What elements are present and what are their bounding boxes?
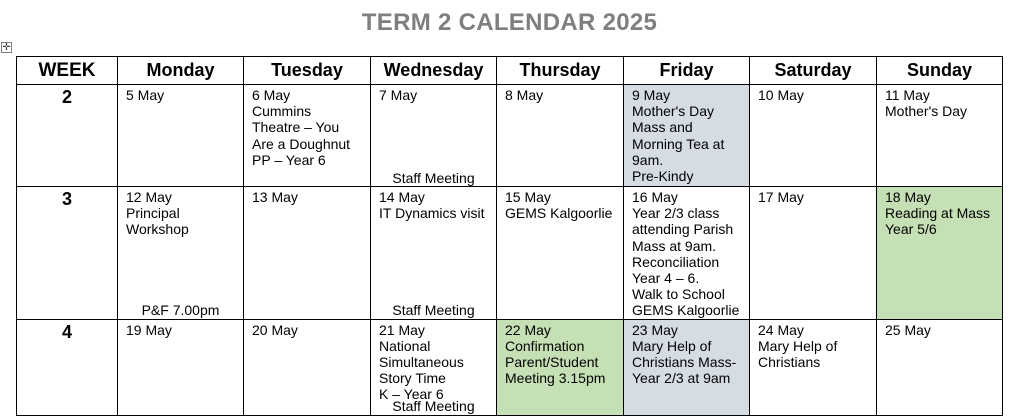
day-date: 8 May: [505, 87, 544, 103]
week-number: 4: [61, 321, 72, 342]
event-text: Workshop: [126, 221, 189, 238]
day-cell-monday[interactable]: [118, 187, 244, 320]
day-cell-saturday[interactable]: [750, 319, 877, 415]
event-text: Year 5/6: [885, 221, 937, 238]
day-cell-wednesday[interactable]: [371, 187, 497, 320]
day-date: 25 May: [885, 321, 931, 338]
event-text: 9am.: [632, 151, 664, 168]
event-note: P&F 7.00pm: [141, 302, 220, 319]
day-date: 12 May: [126, 189, 172, 205]
event-text: Confirmation: [505, 337, 585, 354]
day-date: 22 May: [505, 321, 551, 338]
header-row: [17, 57, 1003, 85]
event-text: Morning Tea at: [632, 135, 725, 152]
day-cell-friday[interactable]: [624, 187, 750, 320]
event-text: Mother's Day: [885, 103, 968, 120]
event-text: GEMS Kalgoorlie: [632, 302, 740, 319]
day-cell-monday[interactable]: [118, 85, 244, 187]
day-cell-tuesday[interactable]: [244, 85, 371, 187]
week-row: [17, 85, 1003, 187]
header-monday: Monday: [118, 57, 244, 85]
event-text: K – Year 6: [379, 386, 444, 403]
event-text: Simultaneous: [379, 354, 464, 371]
event-text: Mary Help of: [758, 337, 838, 354]
event-text: Mass and: [632, 119, 693, 136]
event-text: Reconciliation: [632, 253, 720, 270]
day-cell-thursday[interactable]: [497, 85, 624, 187]
day-cell-friday[interactable]: [624, 85, 750, 187]
day-date: 15 May: [505, 189, 551, 205]
day-date: 20 May: [252, 321, 298, 338]
day-cell-monday[interactable]: [118, 319, 244, 415]
day-cell-thursday[interactable]: [497, 319, 624, 415]
day-date: 18 May: [885, 189, 931, 205]
header-friday: Friday: [624, 57, 750, 85]
event-text: Walk to School: [632, 286, 725, 303]
day-date: 19 May: [126, 321, 172, 338]
event-text: Story Time: [379, 370, 446, 387]
day-date: 24 May: [758, 321, 804, 338]
event-text: Christians: [758, 354, 821, 371]
day-date: 16 May: [632, 189, 678, 205]
day-date: 10 May: [758, 87, 804, 103]
page-title: TERM 2 CALENDAR 2025: [361, 9, 658, 36]
event-note: Staff Meeting: [392, 302, 475, 319]
week-number: 2: [61, 87, 72, 107]
day-cell-wednesday[interactable]: [371, 319, 497, 415]
day-cell-thursday[interactable]: [497, 187, 624, 320]
week-row: [17, 319, 1003, 415]
event-text: IT Dynamics visit: [379, 205, 485, 222]
day-cell-sunday[interactable]: [877, 187, 1003, 320]
day-date: 17 May: [758, 189, 804, 205]
event-text: PP – Year 6: [252, 151, 326, 168]
header-thursday: Thursday: [497, 57, 624, 85]
event-text: Mass at 9am.: [632, 237, 717, 254]
event-text: Parent/Student: [505, 354, 599, 371]
day-date: 5 May: [126, 87, 165, 103]
day-cell-friday[interactable]: [624, 319, 750, 415]
day-cell-saturday[interactable]: [750, 187, 877, 320]
day-date: 9 May: [632, 87, 671, 103]
event-text: Year 2/3 at 9am: [632, 370, 731, 387]
day-date: 14 May: [379, 189, 425, 205]
event-text: Pre-Kindy: [632, 168, 694, 185]
header-tuesday: Tuesday: [244, 57, 371, 85]
day-cell-saturday[interactable]: [750, 85, 877, 187]
header-saturday: Saturday: [750, 57, 877, 85]
week-number-cell: [17, 85, 118, 187]
header-wednesday: Wednesday: [371, 57, 497, 85]
header-sunday: Sunday: [877, 57, 1003, 85]
day-cell-wednesday[interactable]: [371, 85, 497, 187]
calendar-table: [16, 56, 1003, 416]
event-text: Mother's Day: [632, 103, 715, 120]
day-date: 23 May: [632, 321, 678, 338]
week-number-cell: [17, 319, 118, 415]
day-date: 6 May: [252, 87, 291, 103]
day-date: 11 May: [885, 87, 930, 103]
event-text: Year 4 – 6.: [632, 270, 700, 287]
day-cell-tuesday[interactable]: [244, 187, 371, 320]
event-text: Theatre – You: [252, 119, 340, 136]
event-text: attending Parish: [632, 221, 734, 238]
event-note: Staff Meeting: [392, 169, 475, 186]
week-row: [17, 187, 1003, 320]
week-number-cell: [17, 187, 118, 320]
event-note: Staff Meeting: [392, 398, 475, 415]
event-text: Meeting 3.15pm: [505, 370, 606, 387]
week-number: 3: [61, 189, 72, 209]
header-week: WEEK: [17, 57, 118, 85]
event-text: GEMS Kalgoorlie: [505, 205, 613, 222]
day-cell-sunday[interactable]: [877, 85, 1003, 187]
event-text: Mary Help of: [632, 337, 712, 354]
day-cell-sunday[interactable]: [877, 319, 1003, 415]
move-icon[interactable]: ✛: [2, 42, 11, 53]
day-date: 21 May: [379, 321, 425, 338]
day-date: 7 May: [379, 87, 418, 103]
event-text: National: [379, 337, 431, 354]
day-cell-tuesday[interactable]: [244, 319, 371, 415]
event-text: Year 2/3 class: [632, 205, 720, 222]
event-text: Christians Mass-: [632, 354, 737, 371]
event-text: Reading at Mass: [885, 205, 991, 222]
event-text: Are a Doughnut: [252, 135, 351, 152]
event-text: Cummins: [252, 103, 312, 120]
day-date: 13 May: [252, 189, 298, 205]
event-text: Principal: [126, 205, 180, 222]
